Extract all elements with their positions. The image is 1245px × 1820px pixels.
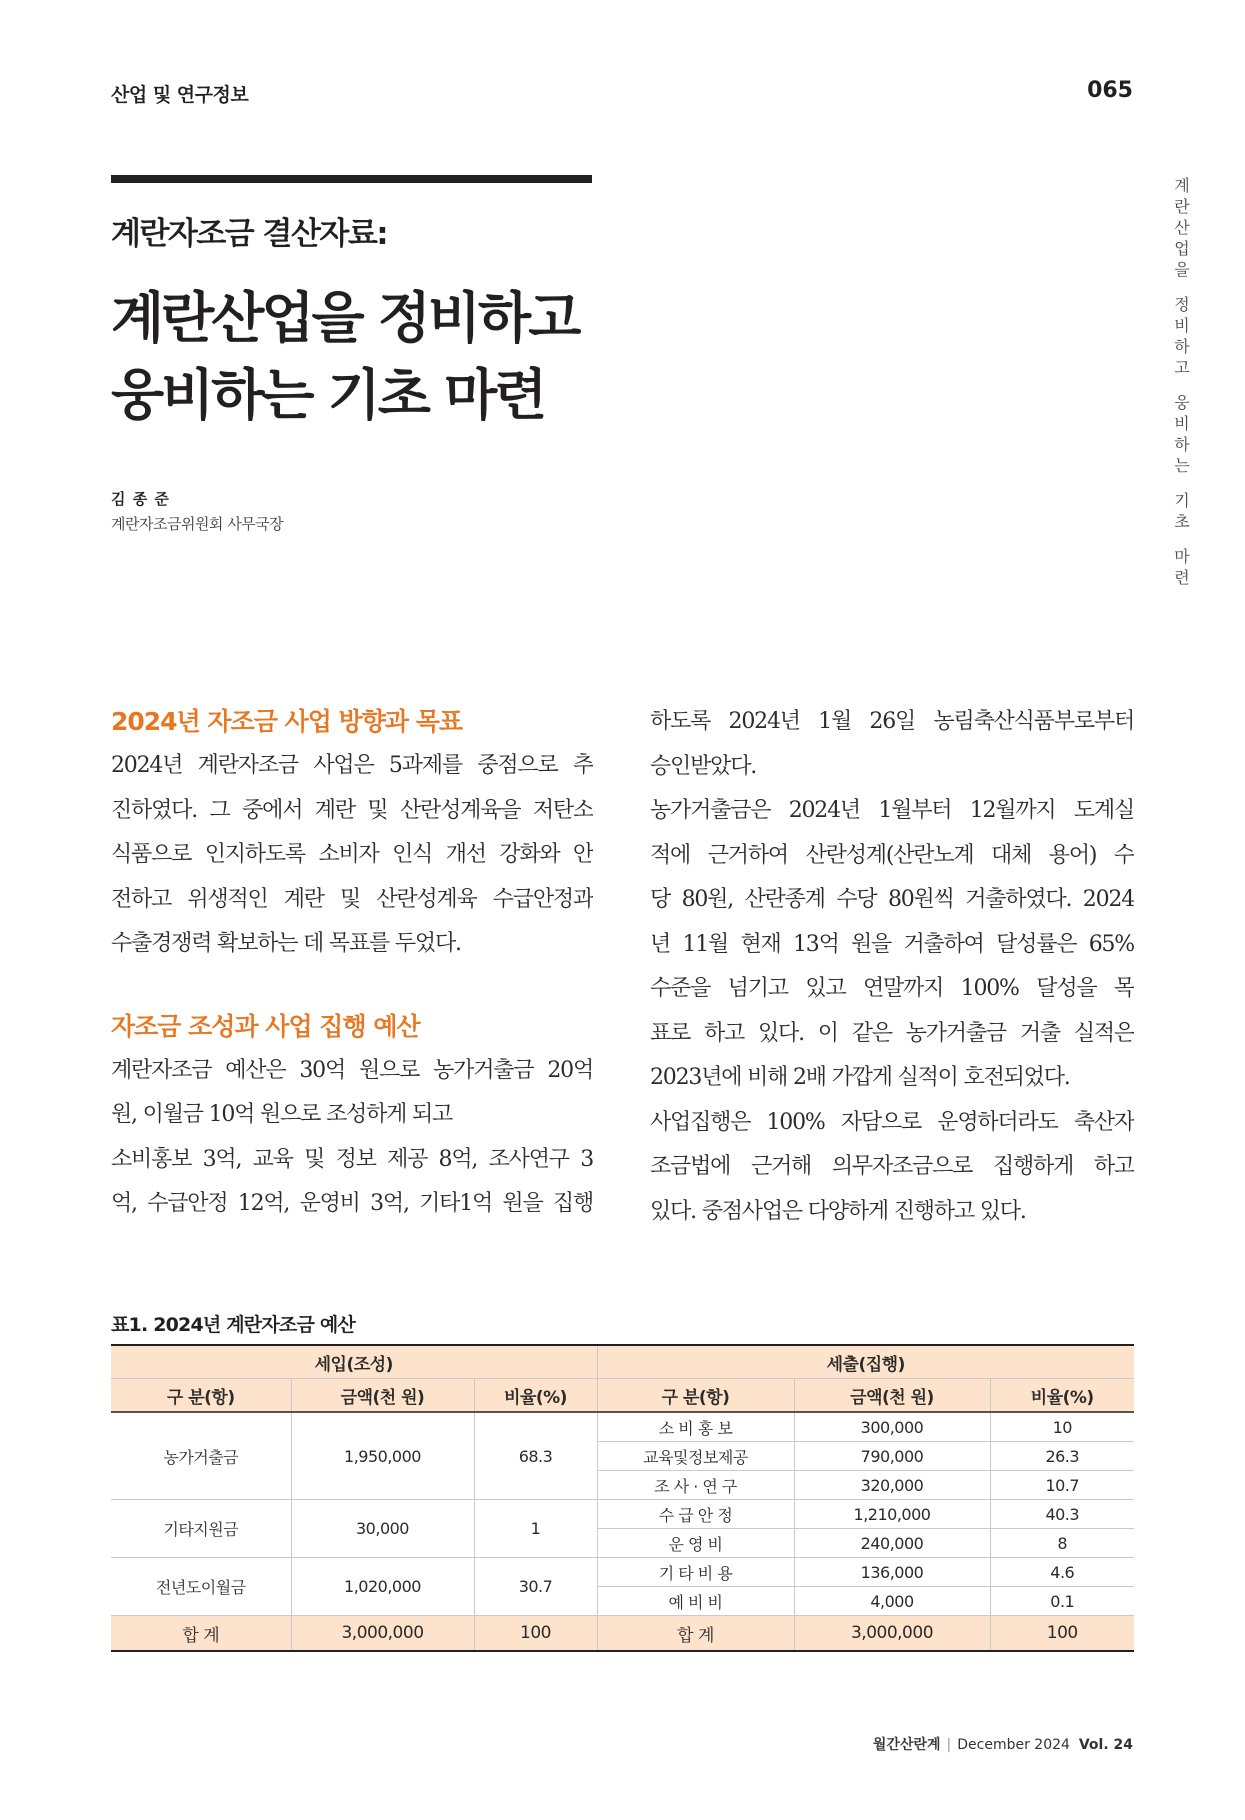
vertical-title-char — [1170, 280, 1194, 294]
body-left-column — [111, 700, 593, 1227]
text-line: 사업집행은 100% 자담으로 운영하더라도 축산자 — [650, 1109, 1134, 1135]
vertical-title-char — [1170, 476, 1194, 490]
vertical-title-char: 을 — [1174, 260, 1190, 279]
text-line: 억, 수급안정 12억, 운영비 3억, 기타1억 원을 집행 — [111, 1191, 593, 1216]
vertical-title-char: 하 — [1174, 435, 1190, 454]
expense-ratio: 4.6 — [990, 1558, 1134, 1587]
col-header-ratio: 비율(%) — [990, 1379, 1134, 1413]
income-ratio: 30.7 — [474, 1558, 597, 1616]
section-heading: 자조금 조성과 사업 집행 예산 — [111, 1011, 420, 1041]
vertical-title-char: 초 — [1174, 512, 1190, 531]
paragraph — [111, 744, 593, 967]
income-amount: 1,020,000 — [291, 1558, 474, 1616]
text-line: 년 11월 현재 13억 원을 거출하여 달성률은 65% — [650, 931, 1134, 957]
income-amount: 1,950,000 — [291, 1412, 474, 1500]
article-title — [111, 280, 578, 434]
volume: Vol. 24 — [1078, 1737, 1133, 1753]
col-header-item: 구 분(항) — [111, 1379, 291, 1413]
magazine-name: 월간산란계 — [872, 1737, 941, 1753]
text-line: 수출경쟁력 확보하는 데 목표를 두었다. — [111, 931, 461, 956]
text-line: 진하였다. 그 중에서 계란 및 산란성계육을 저탄소 — [111, 797, 593, 823]
text-line: 적에 근거하여 산란성계(산란노계 대체 용어) 수 — [650, 842, 1134, 868]
table-column-header — [111, 1379, 1134, 1413]
vertical-title-char: 고 — [1174, 358, 1190, 377]
table-row — [111, 1558, 1134, 1587]
table-group-header — [111, 1345, 1134, 1379]
expense-ratio: 40.3 — [990, 1500, 1134, 1529]
vertical-title-char — [1170, 378, 1194, 392]
expense-item: 조 사 · 연 구 — [597, 1471, 794, 1500]
col-header-amount: 금액(천 원) — [794, 1379, 990, 1413]
income-item: 농가거출금 — [111, 1412, 291, 1500]
col-header-amount: 금액(천 원) — [291, 1379, 474, 1413]
text-line: 하도록 2024년 1월 26일 농림축산식품부로부터 — [650, 709, 1134, 734]
title-rule — [111, 175, 592, 183]
vertical-title-char: 기 — [1174, 491, 1190, 510]
income-ratio: 1 — [474, 1500, 597, 1558]
table-caption: 표1. 2024년 계란자조금 예산 — [111, 1314, 355, 1336]
section-label: 산업 및 연구정보 — [111, 84, 249, 106]
total-expense-amount: 3,000,000 — [794, 1616, 990, 1652]
expense-ratio: 0.1 — [990, 1587, 1134, 1616]
table-total-row — [111, 1616, 1134, 1652]
vertical-title-char: 정 — [1174, 295, 1190, 314]
expense-item: 교육및정보제공 — [597, 1442, 794, 1471]
col-header-ratio: 비율(%) — [474, 1379, 597, 1413]
text-line: 승인받았다. — [650, 753, 757, 779]
expense-ratio: 8 — [990, 1529, 1134, 1558]
expense-ratio: 10 — [990, 1412, 1134, 1442]
issue-date: December 2024 — [957, 1737, 1070, 1753]
total-label: 합 계 — [597, 1616, 794, 1652]
vertical-title-char: 업 — [1174, 239, 1190, 258]
footer-separator: | — [946, 1737, 952, 1753]
vertical-title-char: 마 — [1174, 547, 1190, 566]
col-header-item: 구 분(항) — [597, 1379, 794, 1413]
text-line: 당 80원, 산란종계 수당 80원씩 거출하였다. 2024 — [650, 887, 1134, 912]
paragraph — [111, 1049, 593, 1227]
income-group-header: 세입(조성) — [111, 1345, 597, 1379]
text-line: 있다. 중점사업은 다양하게 진행하고 있다. — [650, 1198, 1026, 1224]
income-item: 기타지원금 — [111, 1500, 291, 1558]
text-line: 표로 하고 있다. 이 같은 농가거출금 거출 실적은 — [650, 1020, 1134, 1046]
vertical-title-char: 비 — [1174, 414, 1190, 433]
total-income-ratio: 100 — [474, 1616, 597, 1652]
text-line: 농가거출금은 2024년 1월부터 12월까지 도계실 — [650, 798, 1134, 823]
title-line: 웅비하는 기초 마련 — [111, 363, 545, 427]
expense-ratio: 26.3 — [990, 1442, 1134, 1471]
expense-group-header: 세출(집행) — [597, 1345, 1134, 1379]
vertical-title-char: 비 — [1174, 316, 1190, 335]
text-line: 2023년에 비해 2배 가깝게 실적이 호전되었다. — [650, 1065, 1070, 1090]
vertical-title-char: 웅 — [1174, 393, 1190, 412]
article-kicker: 계란자조금 결산자료: — [111, 216, 388, 252]
expense-item: 수 급 안 정 — [597, 1500, 794, 1529]
total-income-amount: 3,000,000 — [291, 1616, 474, 1652]
text-line: 조금법에 근거해 의무자조금으로 집행하게 하고 — [650, 1154, 1134, 1179]
text-line: 전하고 위생적인 계란 및 산란성계육 수급안정과 — [111, 886, 593, 912]
text-line: 식품으로 인지하도록 소비자 인식 개선 강화와 안 — [111, 842, 593, 867]
total-expense-ratio: 100 — [990, 1616, 1134, 1652]
expense-item: 운 영 비 — [597, 1529, 794, 1558]
expense-amount: 320,000 — [794, 1471, 990, 1500]
vertical-title-char: 산 — [1174, 218, 1190, 237]
vertical-title-char: 란 — [1174, 197, 1190, 216]
vertical-title-char: 계 — [1174, 176, 1190, 195]
income-item: 전년도이월금 — [111, 1558, 291, 1616]
text-line: 수준을 넘기고 있고 연말까지 100% 달성을 목 — [650, 976, 1134, 1001]
author-role: 계란자조금위원회 사무국장 — [111, 515, 284, 533]
income-ratio: 68.3 — [474, 1412, 597, 1500]
expense-item: 예 비 비 — [597, 1587, 794, 1616]
text-line: 계란자조금 예산은 30억 원으로 농가거출금 20억 — [111, 1057, 593, 1083]
text-line: 2024년 계란자조금 사업은 5과제를 중점으로 추 — [111, 753, 593, 778]
vertical-title — [1170, 175, 1194, 588]
budget-table — [111, 1344, 1134, 1652]
table-row — [111, 1412, 1134, 1442]
text-line: 원, 이월금 10억 원으로 조성하게 되고 — [111, 1102, 453, 1127]
income-amount: 30,000 — [291, 1500, 474, 1558]
vertical-title-char: 련 — [1174, 568, 1190, 587]
expense-amount: 300,000 — [794, 1412, 990, 1442]
vertical-title-char: 는 — [1174, 456, 1190, 475]
expense-amount: 790,000 — [794, 1442, 990, 1471]
expense-amount: 1,210,000 — [794, 1500, 990, 1529]
section-heading: 2024년 자조금 사업 방향과 목표 — [111, 707, 463, 736]
expense-amount: 136,000 — [794, 1558, 990, 1587]
text-line: 소비홍보 3억, 교육 및 정보 제공 8억, 조사연구 3 — [111, 1146, 593, 1172]
expense-ratio: 10.7 — [990, 1471, 1134, 1500]
expense-amount: 240,000 — [794, 1529, 990, 1558]
author-name: 김 종 준 — [111, 490, 170, 508]
page-number: 065 — [1087, 78, 1133, 103]
expense-item: 소 비 홍 보 — [597, 1412, 794, 1442]
vertical-title-char — [1170, 532, 1194, 546]
title-line: 계란산업을 정비하고 — [111, 286, 579, 350]
expense-amount: 4,000 — [794, 1587, 990, 1616]
total-label: 합 계 — [111, 1616, 291, 1652]
expense-item: 기 타 비 용 — [597, 1558, 794, 1587]
table-row — [111, 1500, 1134, 1529]
body-right-column — [650, 700, 1134, 1234]
page-footer — [873, 1734, 1133, 1754]
vertical-title-char: 하 — [1174, 337, 1190, 356]
